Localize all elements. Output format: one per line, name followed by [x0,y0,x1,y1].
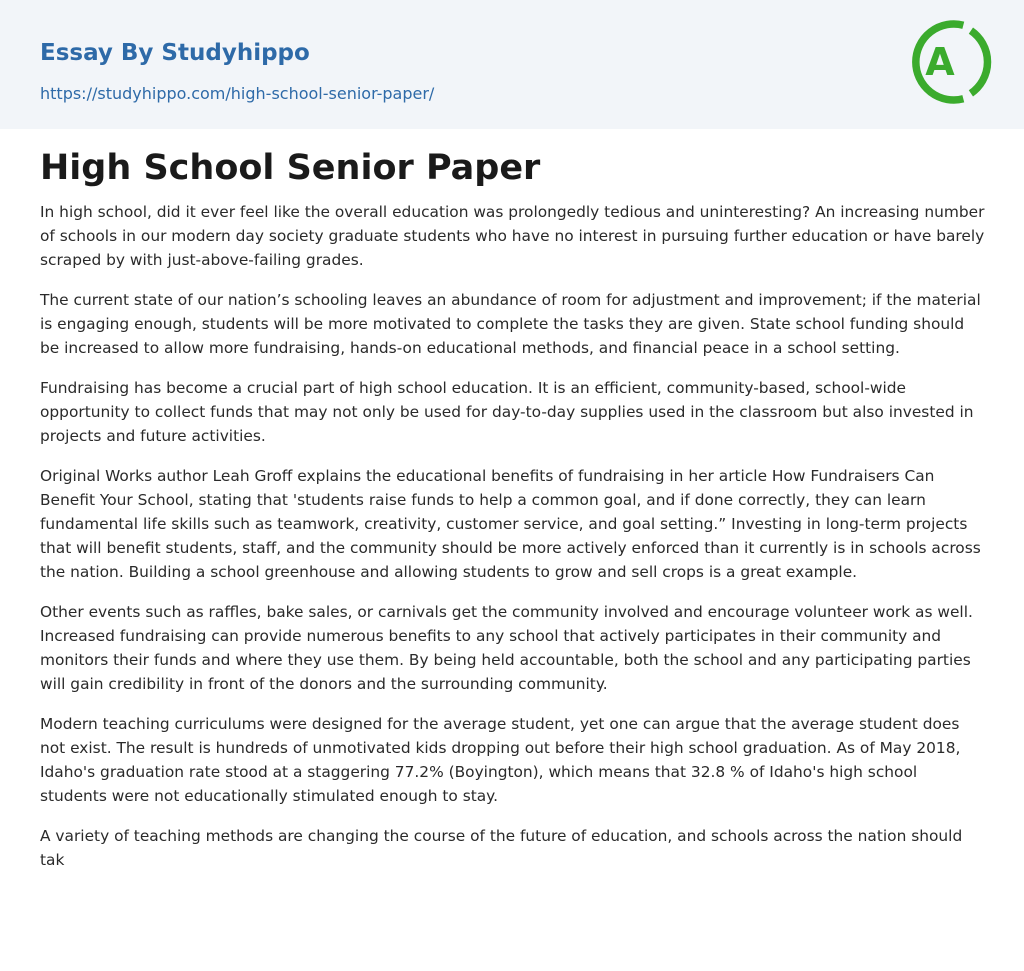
article-paragraph: Fundraising has become a crucial part of high school education. It is an efficient, community-based, school-wide opportunity to collect funds that may not only be used for day-to-day supplies used in the classroom but also invested in projects and future activities. [40,379,974,445]
article-paragraph: Other events such as raffles, bake sales, or carnivals get the community involved and encourage volunteer work as well. Increased fundraising can provide numerous benefits to any school that actively participates in their community and monitors their funds and where they use them. By being held accountable, both the school and any participating parties will gain credibility in front of the donors and the surrounding community. [40,603,973,693]
article-paragraph: In high school, did it ever feel like the overall education was prolongedly tedious and uninteresting? An increasing number of schools in our modern day society graduate students who have no interest in pursuing further education or have barely scraped by with just-above-failing grades. [40,203,985,269]
article-paragraph: Modern teaching curriculums were designed for the average student, yet one can argue that the average student does not exist. The result is hundreds of unmotivated kids dropping out before their high school graduation. As of May 2018, Idaho's graduation rate stood at a staggering 77.2% (Boyington), which means that 32.8 % of Idaho's high school students were not educationally stimulated enough to stay. [40,715,961,805]
circle-a-logo-icon[interactable] [904,16,992,108]
article [40,144,986,888]
article-paragraph: Original Works author Leah Groff explains the educational benefits of fundraising in her article How Fundraisers Can Benefit Your School, stating that 'students raise funds to help a common goal, and if done correctly, they can learn fundamental life skills such as teamwork, creativity, customer service, and goal setting.” Investing in long-term projects that will benefit students, staff, and the community should be more actively enforced than it currently is in schools across the nation. Building a school greenhouse and allowing students to grow and sell crops is a great example. [40,467,981,581]
article-paragraph: The current state of our nation’s schooling leaves an abundance of room for adjustment and improvement; if the material is engaging enough, students will be more motivated to complete the tasks they are given. State school funding should be increased to allow more fundraising, hands-on educational methods, and financial peace in a school setting. [40,291,981,357]
page-url-link[interactable]: https://studyhippo.com/high-school-senior-paper/ [40,84,435,103]
site-brand[interactable]: Essay By Studyhippo [40,40,310,66]
logo-letter: A [925,40,955,84]
site-header [0,0,1024,129]
article-title: High School Senior Paper [40,148,541,188]
article-paragraph: A variety of teaching methods are changing the course of the future of education, and schools across the nation should tak [40,827,963,869]
